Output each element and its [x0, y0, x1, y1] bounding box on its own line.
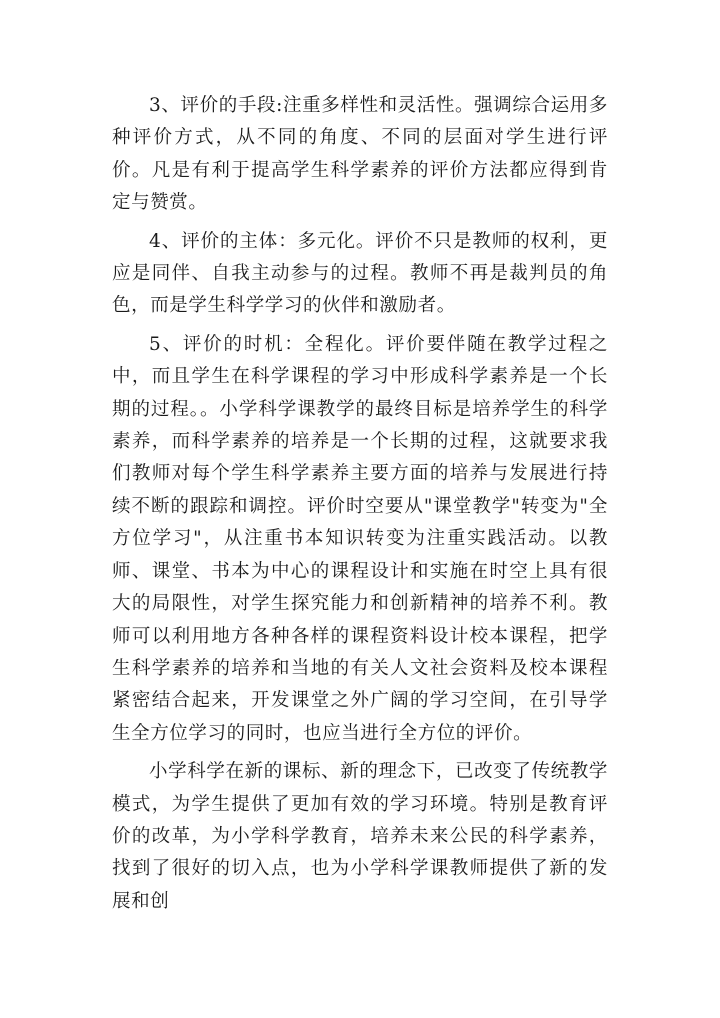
paragraph-evaluation-means: 3、评价的手段:注重多样性和灵活性。强调综合运用多种评价方式，从不同的角度、不同的层面对学生进行评价。凡是有利于提高学生科学素养的评价方法都应得到肯定与赞赏。: [112, 95, 608, 214]
paragraph-evaluation-timing: 5、评价的时机：全程化。评价要伴随在教学过程之中，而且学生在科学课程的学习中形成科学素养是一个长期的过程。。小学科学课教学的最终目标是培养学生的科学素养，而科学素养的培养是一个长期的过程，这就要求我们教师对每个学生科学素养主要方面的培养与发展进行持续不断的跟踪和调控。评价时空要从"课堂教学"转变为"全方位学习"，从注重书本知识转变为注重实践活动。以教师、课堂、书本为中心的课程设计和实施在时空上具有很大的局限性，对学生探究能力和创新精神的培养不利。教师可以利用地方各种各样的课程资料设计校本课程，把学生科学素养的培养和当地的有关人文社会资料及校本课程紧密结合起来，开发课堂之外广阔的学习空间，在引导学生全方位学习的同时，也应当进行全方位的评价。: [112, 333, 608, 744]
paragraph-evaluation-subject: 4、评价的主体：多元化。评价不只是教师的权利，更应是同伴、自我主动参与的过程。教师不再是裁判员的角色，而是学生科学学习的伙伴和激励者。: [112, 230, 608, 317]
document-body: [112, 90, 608, 923]
paragraph-conclusion: 小学科学在新的课标、新的理念下，已改变了传统教学模式，为学生提供了更加有效的学习环境。特别是教育评价的改革，为小学科学教育，培养未来公民的科学素养，找到了很好的切入点，也为小学科学课教师提供了新的发展和创: [112, 761, 608, 912]
